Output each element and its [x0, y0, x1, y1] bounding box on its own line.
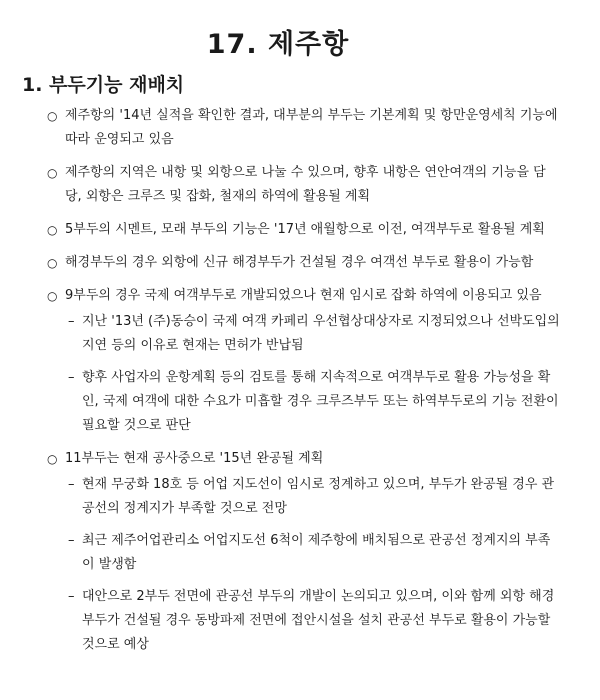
dash-marker: – [68, 314, 75, 329]
sub-item-text: 지난 '13년 (주)동승이 국제 여객 카페리 우선협상대상자로 지정되었으나 선박도입의 지연 등의 이유로 현재는 면허가 반납됨 [82, 314, 560, 353]
sub-item [56, 473, 560, 521]
sub-item-text: 대안으로 2부두 전면에 관공선 부두의 개발이 논의되고 있으며, 이와 함께 외항 해경부두가 건설될 경우 동방파제 전면에 접안시설을 설치 관공선 부두로 활용이 가능할 것으로 예상 [82, 589, 555, 652]
sub-item [56, 585, 560, 657]
bullet-marker: ○ [47, 289, 58, 303]
sub-item [56, 529, 560, 577]
bullet-item [40, 251, 560, 275]
dash-marker: – [68, 533, 75, 548]
dash-marker: – [68, 589, 75, 604]
bullet-text: 5부두의 시멘트, 모래 부두의 기능은 '17년 애월항으로 이전, 여객부두로 활용될 계획 [65, 222, 545, 237]
bullet-marker: ○ [47, 256, 58, 270]
sub-item [56, 366, 560, 438]
bullet-item [40, 218, 560, 242]
page-title: 17. 제주항 [206, 29, 350, 60]
sub-item-text: 현재 무궁화 18호 등 어업 지도선이 임시로 정계하고 있으며, 부두가 완공될 경우 관공선의 정계지가 부족할 것으로 전망 [82, 477, 555, 516]
sub-list [65, 473, 560, 657]
bullet-item [40, 447, 560, 657]
bullet-list [40, 104, 560, 666]
dash-marker: – [68, 370, 75, 385]
bullet-text: 9부두의 경우 국제 여객부두로 개발되었으나 현재 임시로 잡화 하역에 이용되고 있음 [65, 288, 542, 303]
bullet-text: 해경부두의 경우 외항에 신규 해경부두가 건설될 경우 여객선 부두로 활용이 가능함 [65, 255, 534, 270]
bullet-marker: ○ [47, 109, 58, 123]
bullet-marker: ○ [47, 166, 58, 180]
sub-item-text: 향후 사업자의 운항계획 등의 검토를 통해 지속적으로 여객부두로 활용 가능성을 확인, 국제 여객에 대한 수요가 미흡할 경우 크루즈부두 또는 하역부두로의 기능 전환이 필요할 것으로 판단 [82, 370, 559, 433]
bullet-marker: ○ [47, 223, 58, 237]
dash-marker: – [68, 477, 75, 492]
bullet-marker: ○ [47, 452, 58, 466]
bullet-item [40, 161, 560, 209]
sub-item-text: 최근 제주어업관리소 어업지도선 6척이 제주항에 배치됨으로 관공선 정계지의 부족이 발생함 [82, 533, 551, 572]
bullet-text: 제주항의 '14년 실적을 확인한 결과, 대부분의 부두는 기본계획 및 항만운영세칙 기능에 따라 운영되고 있음 [65, 108, 558, 147]
bullet-text: 11부두는 현재 공사중으로 '15년 완공될 계획 [65, 451, 324, 466]
sub-list [65, 310, 560, 438]
bullet-item [40, 284, 560, 438]
sub-item [56, 310, 560, 358]
bullet-item [40, 104, 560, 152]
section-heading: 1. 부두기능 재배치 [22, 74, 185, 96]
bullet-text: 제주항의 지역은 내항 및 외항으로 나눌 수 있으며, 향후 내항은 연안여객의 기능을 담당, 외항은 크루즈 및 잡화, 철재의 하역에 활용될 계획 [65, 165, 546, 204]
